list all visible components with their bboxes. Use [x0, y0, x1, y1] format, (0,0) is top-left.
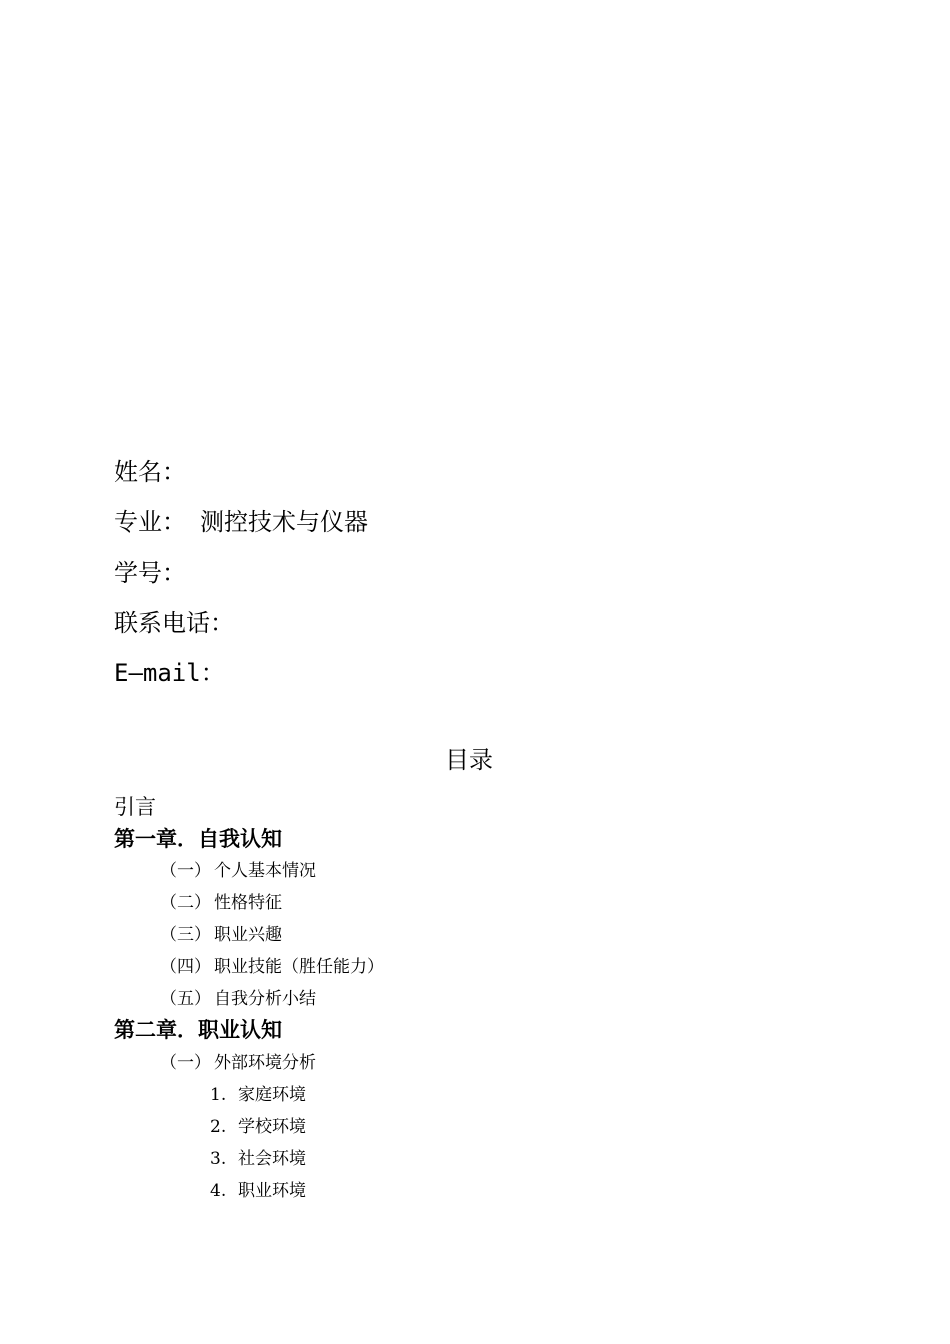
toc-subitem [210, 1116, 306, 1138]
toc-item-number: （一） [160, 861, 211, 881]
toc-item-text: 职业技能（胜任能力） [214, 957, 384, 977]
major-value: 测控技术与仪器 [200, 508, 368, 536]
name-label: 姓名： [114, 458, 186, 486]
toc-subitem [210, 1148, 306, 1170]
toc-item [160, 892, 282, 914]
toc-item-number: （三） [160, 925, 211, 945]
toc-item [160, 1052, 316, 1074]
toc-item-text: 性格特征 [214, 893, 282, 913]
toc-subitem [210, 1180, 306, 1202]
toc-item-number: （一） [160, 1053, 211, 1073]
toc-subitem-number: 2. [210, 1117, 227, 1137]
toc-subitem-number: 1. [210, 1085, 227, 1105]
name-field [114, 457, 186, 487]
toc-subitem-text: 社会环境 [238, 1149, 306, 1169]
toc-item [160, 988, 316, 1010]
toc-title: 目录 [445, 746, 493, 774]
toc-item-text: 个人基本情况 [214, 861, 316, 881]
toc-item [160, 924, 282, 946]
toc-subitem-text: 职业环境 [238, 1181, 306, 1201]
toc-item [160, 956, 384, 978]
toc-item [160, 860, 316, 882]
toc-subitem [210, 1084, 306, 1106]
toc-item-number: （二） [160, 893, 211, 913]
toc-item-text: 自我分析小结 [214, 989, 316, 1009]
toc-subitem-text: 学校环境 [238, 1117, 306, 1137]
phone-field [114, 608, 234, 638]
toc-item-number: （五） [160, 989, 211, 1009]
toc-item-text: 外部环境分析 [214, 1053, 316, 1073]
email-label: E—mail： [114, 659, 225, 687]
student-id-field [114, 558, 186, 588]
toc-subitem-number: 3. [210, 1149, 227, 1169]
toc-chapter-1: 第一章．自我认知 [114, 827, 282, 851]
major-label: 专业： [114, 508, 186, 536]
toc-intro: 引言 [114, 795, 156, 819]
toc-subitem-text: 家庭环境 [238, 1085, 306, 1105]
toc-chapter-2: 第二章．职业认知 [114, 1018, 282, 1042]
phone-label: 联系电话： [114, 609, 234, 637]
toc-item-text: 职业兴趣 [214, 925, 282, 945]
student-id-label: 学号： [114, 559, 186, 587]
major-field [114, 507, 368, 537]
toc-item-number: （四） [160, 957, 211, 977]
email-field [114, 658, 225, 688]
toc-subitem-number: 4. [210, 1181, 227, 1201]
